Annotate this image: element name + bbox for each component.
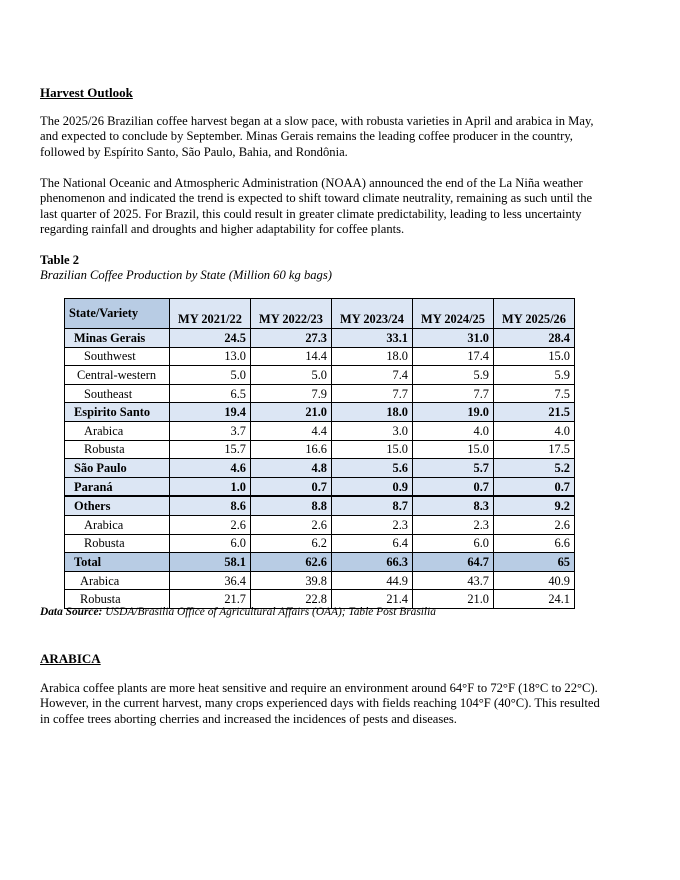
table-row (65, 459, 575, 478)
table-row (65, 534, 575, 553)
cell: 6.4 (332, 534, 413, 553)
row-label: Others (65, 496, 170, 515)
cell: 7.4 (332, 366, 413, 385)
row-label: Robusta (65, 590, 170, 609)
table-header-row (65, 299, 575, 329)
cell: 7.7 (332, 384, 413, 403)
cell: 13.0 (170, 347, 251, 366)
cell: 24.1 (494, 590, 575, 609)
cell: 3.0 (332, 421, 413, 440)
cell: 7.9 (251, 384, 332, 403)
cell: 2.6 (494, 515, 575, 534)
row-label: Minas Gerais (65, 329, 170, 348)
cell: 4.0 (413, 421, 494, 440)
table-row (65, 421, 575, 440)
cell: 8.8 (251, 496, 332, 515)
cell: 27.3 (251, 329, 332, 348)
arabica-heading: ARABICA (40, 651, 101, 666)
cell: 16.6 (251, 440, 332, 459)
cell: 36.4 (170, 571, 251, 590)
cell: 5.7 (413, 459, 494, 478)
cell: 0.7 (251, 477, 332, 496)
cell: 66.3 (332, 553, 413, 572)
cell: 6.0 (170, 534, 251, 553)
cell: 5.0 (251, 366, 332, 385)
harvest-paragraph-1: The 2025/26 Brazilian coffee harvest began at a slow pace, with robusta varieties in April and arabica in May, and expected to conclude by September. Minas Gerais remains the leading coffee producer in the country, followed by Espírito Santo, São Paulo, Bahia, and Rondônia. (40, 114, 594, 159)
data-source-note (40, 606, 436, 618)
cell: 62.6 (251, 553, 332, 572)
table-row (65, 496, 575, 515)
cell: 0.7 (413, 477, 494, 496)
table-row (65, 366, 575, 385)
cell: 14.4 (251, 347, 332, 366)
header-my-2021-22: MY 2021/22 (170, 299, 251, 329)
harvest-paragraph-2: The National Oceanic and Atmospheric Administration (NOAA) announced the end of the La Niña weather phenomenon and indicated the trend is expected to shift toward climate neutrality, remaining as such until the last quarter of 2025. For Brazil, this could result in greater climate predictability, leading to less uncertainty regarding rainfall and droughts and higher adaptability for coffee plants. (40, 176, 593, 236)
row-label: São Paulo (65, 459, 170, 478)
cell: 40.9 (494, 571, 575, 590)
cell: 19.4 (170, 403, 251, 422)
cell: 15.0 (332, 440, 413, 459)
cell: 2.3 (332, 515, 413, 534)
cell: 3.7 (170, 421, 251, 440)
cell: 5.0 (170, 366, 251, 385)
cell: 21.0 (413, 590, 494, 609)
arabica-paragraph: Arabica coffee plants are more heat sensitive and require an environment around 64°F to 72°F (18°C to 22°C). However, in the current harvest, many crops experienced days with fields reaching 104°F (40°C). This resulted in coffee trees aborting cherries and increased the incidences of pests and diseases. (40, 681, 600, 726)
cell: 15.0 (413, 440, 494, 459)
header-my-2022-23: MY 2022/23 (251, 299, 332, 329)
cell: 6.0 (413, 534, 494, 553)
cell: 5.2 (494, 459, 575, 478)
cell: 2.6 (251, 515, 332, 534)
cell: 5.9 (413, 366, 494, 385)
cell: 17.5 (494, 440, 575, 459)
harvest-outlook-heading: Harvest Outlook (40, 85, 133, 100)
cell: 8.3 (413, 496, 494, 515)
cell: 2.3 (413, 515, 494, 534)
cell: 4.4 (251, 421, 332, 440)
cell: 0.9 (332, 477, 413, 496)
table-row (65, 403, 575, 422)
cell: 21.4 (332, 590, 413, 609)
row-label: Central-western (65, 366, 170, 385)
cell: 4.8 (251, 459, 332, 478)
cell: 39.8 (251, 571, 332, 590)
cell: 21.7 (170, 590, 251, 609)
cell: 19.0 (413, 403, 494, 422)
table-row (65, 347, 575, 366)
cell: 18.0 (332, 403, 413, 422)
cell: 6.5 (170, 384, 251, 403)
header-my-2025-26: MY 2025/26 (494, 299, 575, 329)
cell: 24.5 (170, 329, 251, 348)
row-label: Arabica (65, 421, 170, 440)
row-label: Paraná (65, 477, 170, 496)
table-caption: Brazilian Coffee Production by State (Million 60 kg bags) (40, 268, 332, 282)
coffee-production-table (64, 298, 575, 609)
cell: 15.0 (494, 347, 575, 366)
cell: 0.7 (494, 477, 575, 496)
cell: 21.0 (251, 403, 332, 422)
header-my-2024-25: MY 2024/25 (413, 299, 494, 329)
cell: 33.1 (332, 329, 413, 348)
data-source-label: Data Source: (40, 606, 103, 618)
row-label: Arabica (65, 515, 170, 534)
table-label: Table 2 (40, 253, 80, 267)
cell: 28.4 (494, 329, 575, 348)
table-row (65, 440, 575, 459)
table-row (65, 329, 575, 348)
table-row-total (65, 553, 575, 572)
cell: 6.2 (251, 534, 332, 553)
row-label: Arabica (65, 571, 170, 590)
cell: 4.6 (170, 459, 251, 478)
cell: 58.1 (170, 553, 251, 572)
cell: 15.7 (170, 440, 251, 459)
cell: 2.6 (170, 515, 251, 534)
cell: 8.7 (332, 496, 413, 515)
cell: 43.7 (413, 571, 494, 590)
cell: 5.9 (494, 366, 575, 385)
header-my-2023-24: MY 2023/24 (332, 299, 413, 329)
row-label: Southeast (65, 384, 170, 403)
cell: 6.6 (494, 534, 575, 553)
cell: 7.7 (413, 384, 494, 403)
cell: 65 (494, 553, 575, 572)
cell: 7.5 (494, 384, 575, 403)
cell: 8.6 (170, 496, 251, 515)
row-label: Robusta (65, 440, 170, 459)
cell: 4.0 (494, 421, 575, 440)
row-label: Robusta (65, 534, 170, 553)
cell: 44.9 (332, 571, 413, 590)
cell: 1.0 (170, 477, 251, 496)
cell: 22.8 (251, 590, 332, 609)
cell: 5.6 (332, 459, 413, 478)
row-label: Southwest (65, 347, 170, 366)
cell: 18.0 (332, 347, 413, 366)
table-row (65, 477, 575, 496)
data-source-text: USDA/Brasilia Office of Agricultural Affairs (OAA); Table Post Brasilia (105, 606, 436, 618)
row-label: Total (65, 553, 170, 572)
cell: 17.4 (413, 347, 494, 366)
table-row (65, 515, 575, 534)
cell: 64.7 (413, 553, 494, 572)
cell: 31.0 (413, 329, 494, 348)
table-row (65, 384, 575, 403)
cell: 9.2 (494, 496, 575, 515)
table-row (65, 571, 575, 590)
header-state-variety: State/Variety (65, 299, 170, 329)
cell: 21.5 (494, 403, 575, 422)
row-label: Espirito Santo (65, 403, 170, 422)
